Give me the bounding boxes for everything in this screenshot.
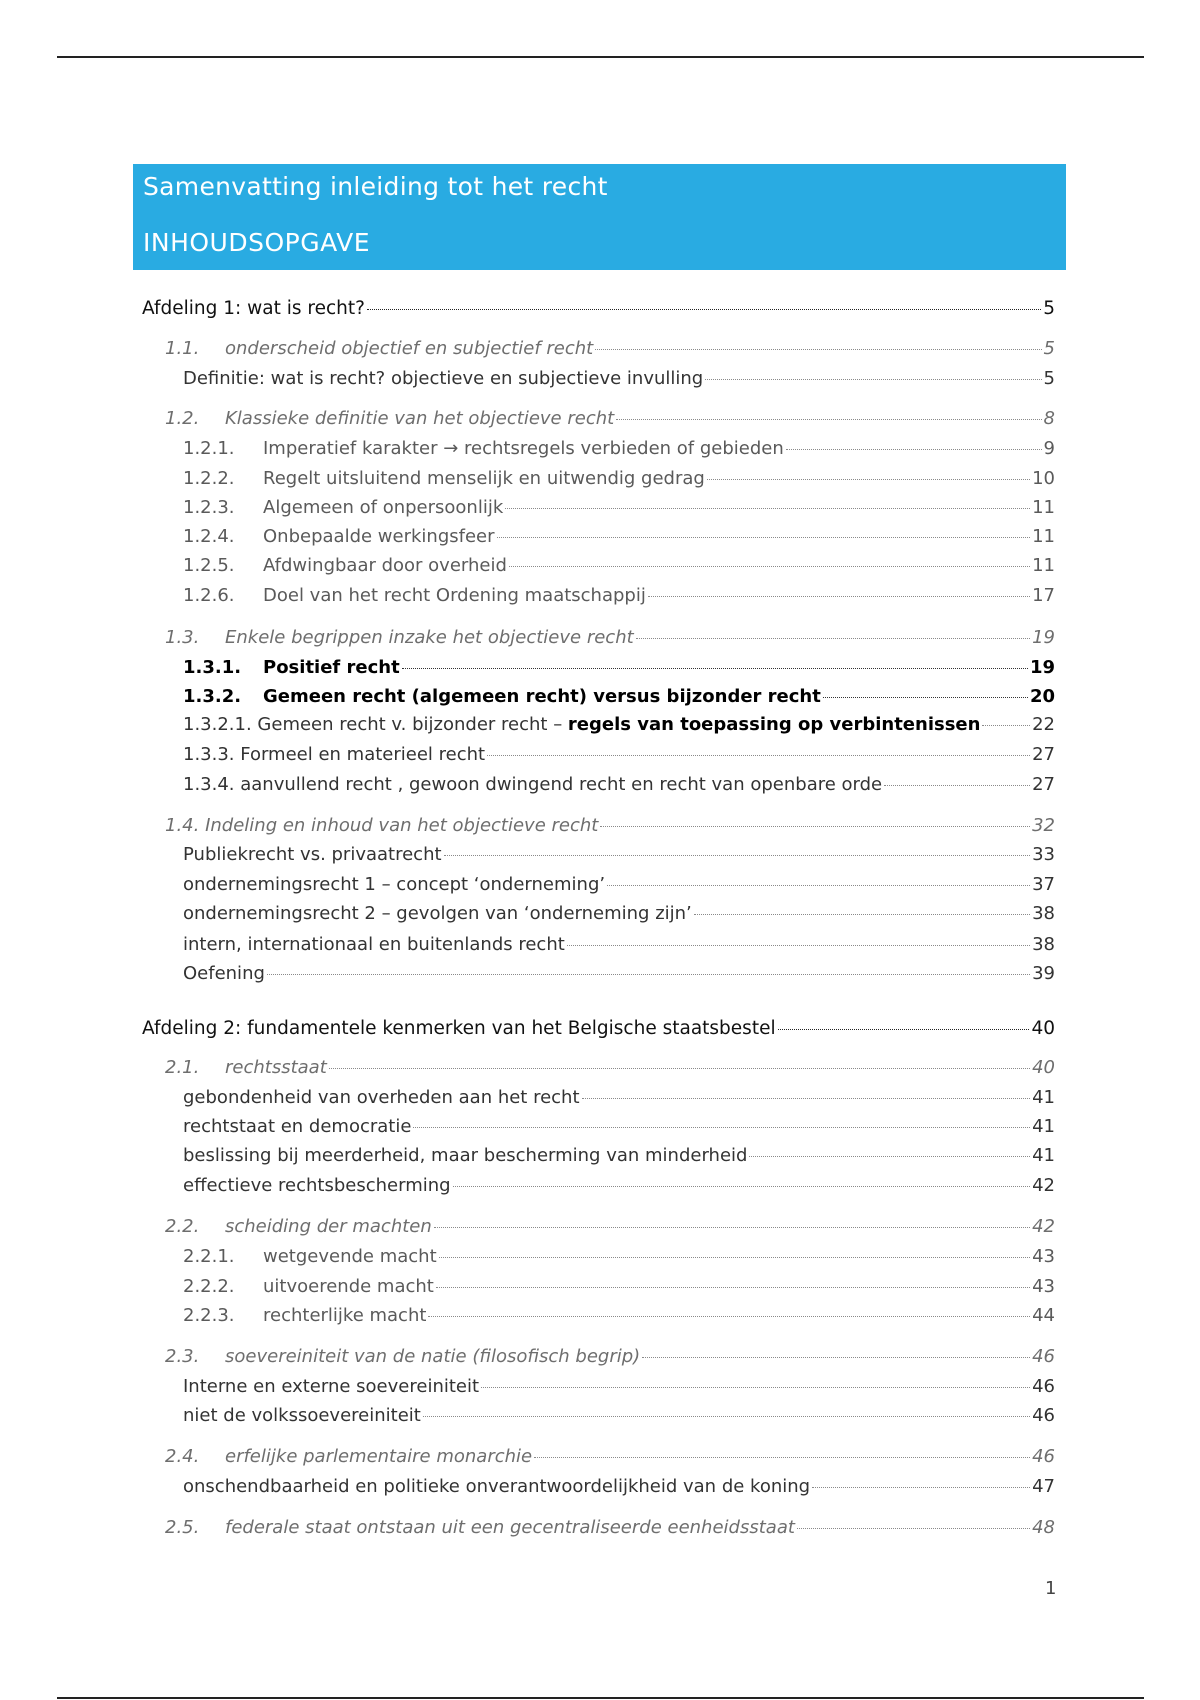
toc-entry-title (183, 524, 495, 550)
toc-entry-page: 40 (1032, 1057, 1055, 1078)
toc-entry-page: 43 (1032, 1246, 1055, 1267)
toc-entry[interactable] (183, 436, 1055, 462)
toc-entry-title (183, 1274, 434, 1300)
toc-entry[interactable] (183, 466, 1055, 492)
toc-entry-number: 1.1. (165, 338, 200, 359)
toc-entry-title (165, 406, 614, 432)
toc-entry-number: 2.1. (165, 1057, 200, 1078)
toc-entry-page: 46 (1032, 1446, 1055, 1467)
toc-entry[interactable] (183, 712, 1055, 738)
toc-entry-label: uitvoerende macht (263, 1276, 434, 1297)
toc-entry-label: Afdeling 1: wat is recht? (142, 298, 365, 319)
dot-leader (616, 419, 1041, 420)
dot-leader (642, 1357, 1030, 1358)
toc-entry-number: 2.2.2. (183, 1276, 235, 1297)
toc-entry-title (183, 872, 605, 898)
dot-leader (648, 596, 1030, 597)
toc-entry-label: rechtsstaat (225, 1057, 327, 1078)
toc-entry-number: 1.2.5. (183, 555, 235, 576)
toc-entry-title (183, 1374, 479, 1400)
toc-entry-label: effectieve rechtsbescherming (183, 1175, 451, 1196)
toc-entry[interactable] (183, 961, 1055, 987)
dot-leader (402, 668, 1028, 669)
toc-entry-number: 1.2.2. (183, 468, 235, 489)
toc-entry-page: 33 (1032, 844, 1055, 865)
toc-heading: INHOUDSOPGAVE (143, 228, 370, 257)
dot-leader (694, 914, 1030, 915)
toc-entry-number: 1.2.6. (183, 585, 235, 606)
toc-entry[interactable] (183, 583, 1055, 609)
toc-entry-label: Interne en externe soevereiniteit (183, 1376, 480, 1397)
toc-entry-title (183, 742, 485, 768)
toc-entry[interactable] (183, 684, 1055, 710)
toc-entry-label: Klassieke definitie van het objectieve recht (225, 408, 615, 429)
toc-entry-label: Afdeling 2: fundamentele kenmerken van het Belgische staatsbestel (142, 1018, 776, 1039)
toc-entry-title (165, 625, 634, 651)
toc-entry-title (165, 1344, 640, 1370)
toc-entry-title (183, 1114, 411, 1140)
toc-entry-page: 44 (1032, 1305, 1055, 1326)
toc-entry-page: 46 (1032, 1405, 1055, 1426)
toc-entry[interactable] (183, 1474, 1055, 1500)
toc-entry-number: 1.3.1. (183, 657, 242, 678)
toc-entry[interactable] (183, 1114, 1055, 1140)
toc-entry-label: 1.3.3. Formeel en materieel recht (183, 744, 486, 765)
toc-entry[interactable] (183, 553, 1055, 579)
dot-leader (453, 1186, 1031, 1187)
toc-entry-label: Afdwingbaar door overheid (263, 555, 507, 576)
toc-entry-title (183, 436, 784, 462)
toc-entry-title (165, 336, 593, 362)
dot-leader (982, 725, 1030, 726)
toc-entry[interactable] (142, 296, 1055, 322)
toc-entry-title (183, 684, 821, 710)
toc-entry-page: 19 (1032, 627, 1055, 648)
dot-leader (505, 508, 1030, 509)
toc-entry-page: 11 (1032, 497, 1055, 518)
toc-entry[interactable] (165, 1214, 1055, 1240)
toc-entry-label: 1.4. Indeling en inhoud van het objectieve recht (165, 815, 599, 836)
dot-leader (329, 1068, 1030, 1069)
toc-entry-title (142, 296, 365, 322)
toc-entry-label: wetgevende macht (263, 1246, 437, 1267)
toc-entry-label: Positief recht (263, 657, 400, 678)
toc-entry[interactable] (183, 366, 1055, 392)
toc-entry-title (142, 1016, 776, 1042)
toc-entry[interactable] (165, 336, 1055, 362)
toc-entry-title (165, 1214, 432, 1240)
dot-leader (636, 638, 1030, 639)
toc-entry-number: 2.2.3. (183, 1305, 235, 1326)
document-title: Samenvatting inleiding tot het recht (143, 172, 608, 201)
dot-leader (582, 1098, 1031, 1099)
dot-leader (497, 537, 1031, 538)
toc-entry-label: gebondenheid van overheden aan het recht (183, 1087, 580, 1108)
toc-entry-label: Onbepaalde werkingsfeer (263, 526, 495, 547)
toc-entry-label: Oefening (183, 963, 265, 984)
toc-entry-title (165, 1055, 327, 1081)
toc-entry-title (183, 655, 400, 681)
toc-entry-page: 41 (1032, 1145, 1055, 1166)
toc-entry[interactable] (183, 1173, 1055, 1199)
toc-entry-title (183, 842, 442, 868)
dot-leader (705, 379, 1041, 380)
toc-entry-number: 1.3. (165, 627, 200, 648)
toc-entry-page: 41 (1032, 1087, 1055, 1108)
toc-entry-label: 1.3.4. aanvullend recht , gewoon dwingend recht en recht van openbare orde (183, 774, 883, 795)
toc-entry[interactable] (165, 1444, 1055, 1470)
toc-entry-title (183, 772, 882, 798)
toc-entry-page: 41 (1032, 1116, 1055, 1137)
toc-entry[interactable] (183, 1143, 1055, 1169)
toc-entry-title (183, 712, 980, 738)
toc-entry-title (183, 1244, 437, 1270)
toc-entry-label: intern, internationaal en buitenlands recht (183, 934, 565, 955)
toc-entry[interactable] (165, 625, 1055, 651)
toc-entry-label: Definitie: wat is recht? objectieve en subjectieve invulling (183, 368, 704, 389)
toc-entry-label: 1.3.2.1. Gemeen recht v. bijzonder recht – (183, 714, 568, 735)
toc-entry-number: 2.5. (165, 1517, 200, 1538)
toc-entry-label: Algemeen of onpersoonlijk (263, 497, 504, 518)
dot-leader (413, 1127, 1030, 1128)
dot-leader (509, 566, 1030, 567)
dot-leader (487, 755, 1030, 756)
toc-entry-label: soevereiniteit van de natie (filosofisch begrip) (225, 1346, 641, 1367)
toc-entry[interactable] (183, 1303, 1055, 1329)
toc-entry-page: 27 (1032, 774, 1055, 795)
dot-leader (423, 1416, 1030, 1417)
dot-leader (267, 974, 1030, 975)
toc-entry-page: 39 (1032, 963, 1055, 984)
toc-entry-page: 38 (1032, 903, 1055, 924)
dot-leader (749, 1156, 1030, 1157)
toc-entry-page: 48 (1032, 1517, 1055, 1538)
toc-entry-title (183, 1303, 426, 1329)
toc-entry-page: 5 (1043, 298, 1055, 319)
toc-entry-label: rechtstaat en democratie (183, 1116, 412, 1137)
dot-leader (812, 1487, 1030, 1488)
toc-entry-label: onschendbaarheid en politieke onverantwoordelijkheid van de koning (183, 1476, 811, 1497)
toc-entry[interactable] (183, 842, 1055, 868)
toc-entry-title (165, 813, 598, 839)
toc-entry-page: 20 (1029, 686, 1055, 707)
toc-entry[interactable] (183, 901, 1055, 927)
toc-entry-title (183, 466, 705, 492)
toc-entry-title (183, 1085, 580, 1111)
toc-entry[interactable] (183, 1244, 1055, 1270)
toc-entry-label: federale staat ontstaan uit een gecentraliseerde eenheidsstaat (225, 1517, 795, 1538)
toc-entry-title (183, 366, 703, 392)
toc-entry-title (165, 1444, 532, 1470)
dot-leader (607, 885, 1030, 886)
toc-entry-title (183, 495, 503, 521)
toc-entry[interactable] (183, 1274, 1055, 1300)
toc-entry-page: 46 (1032, 1376, 1055, 1397)
toc-entry-label: rechterlijke macht (263, 1305, 427, 1326)
dot-leader (434, 1227, 1030, 1228)
toc-entry-label: Regelt uitsluitend menselijk en uitwendig gedrag (263, 468, 705, 489)
toc-entry-page: 11 (1032, 526, 1055, 547)
toc-entry[interactable] (183, 772, 1055, 798)
toc-entry-page: 5 (1043, 368, 1055, 389)
dot-leader (436, 1287, 1030, 1288)
toc-entry[interactable] (183, 1374, 1055, 1400)
toc-entry-title (165, 1515, 795, 1541)
dot-leader (367, 309, 1041, 310)
page-number: 1 (1045, 1578, 1057, 1599)
toc-entry-title (183, 961, 265, 987)
toc-entry-title (183, 932, 565, 958)
toc-entry[interactable] (183, 1403, 1055, 1429)
toc-entry-page: 9 (1043, 438, 1055, 459)
toc-entry[interactable] (165, 1515, 1055, 1541)
dot-leader (595, 349, 1041, 350)
toc-entry-page: 27 (1032, 744, 1055, 765)
toc-entry-page: 19 (1029, 657, 1055, 678)
toc-entry-page: 40 (1031, 1018, 1055, 1039)
toc-entry-page: 37 (1032, 874, 1055, 895)
toc-entry-number: 2.3. (165, 1346, 200, 1367)
toc-entry-number: 1.2. (165, 408, 200, 429)
toc-entry-title (183, 553, 507, 579)
dot-leader (823, 697, 1028, 698)
dot-leader (444, 855, 1031, 856)
dot-leader (707, 479, 1030, 480)
toc-entry-title (183, 1173, 451, 1199)
toc-entry-page: 47 (1032, 1476, 1055, 1497)
toc-entry-number: 1.2.3. (183, 497, 235, 518)
toc-entry-title (183, 1474, 810, 1500)
toc-entry-title (183, 1403, 421, 1429)
toc-entry-title (183, 901, 692, 927)
toc-entry-title (183, 1143, 747, 1169)
toc-entry-page: 42 (1032, 1175, 1055, 1196)
toc-entry[interactable] (183, 932, 1055, 958)
toc-entry-page: 32 (1032, 815, 1055, 836)
toc-entry[interactable] (183, 524, 1055, 550)
toc-entry-page: 42 (1032, 1216, 1055, 1237)
dot-leader (884, 785, 1030, 786)
toc-entry-number: 1.3.2. (183, 686, 242, 707)
toc-entry[interactable] (165, 1344, 1055, 1370)
toc-entry[interactable] (165, 813, 1055, 839)
toc-entry-page: 17 (1032, 585, 1055, 606)
toc-entry-label: Gemeen recht (algemeen recht) versus bijzonder recht (263, 686, 821, 707)
toc-entry-page: 22 (1032, 714, 1055, 735)
toc-entry-label: onderscheid objectief en subjectief recht (225, 338, 594, 359)
footer-rule (57, 1697, 1144, 1699)
toc-entry-label: Publiekrecht vs. privaatrecht (183, 844, 442, 865)
toc-entry-label: beslissing bij meerderheid, maar bescherming van minderheid (183, 1145, 748, 1166)
dot-leader (797, 1528, 1030, 1529)
toc-entry-label: niet de volkssoevereiniteit (183, 1405, 421, 1426)
dot-leader (481, 1387, 1030, 1388)
dot-leader (428, 1316, 1030, 1317)
toc-entry-number: 1.2.4. (183, 526, 235, 547)
toc-entry-label: Doel van het recht Ordening maatschappij (263, 585, 646, 606)
dot-leader (567, 945, 1030, 946)
toc-entry-title (183, 583, 646, 609)
toc-entry[interactable] (183, 655, 1055, 681)
toc-entry-label: ondernemingsrecht 1 – concept ‘onderneming’ (183, 874, 606, 895)
toc-entry[interactable] (183, 742, 1055, 768)
toc-entry-page: 11 (1032, 555, 1055, 576)
dot-leader (786, 449, 1042, 450)
toc-entry-number: 2.2.1. (183, 1246, 235, 1267)
toc-entry[interactable] (183, 1085, 1055, 1111)
toc-entry-emphasis: regels van toepassing op verbintenissen (567, 714, 981, 735)
toc-entry-label: erfelijke parlementaire monarchie (225, 1446, 533, 1467)
dot-leader (600, 826, 1030, 827)
toc-entry-page: 43 (1032, 1276, 1055, 1297)
toc-entry-label: ondernemingsrecht 2 – gevolgen van ‘onderneming zijn’ (183, 903, 692, 924)
toc-entry[interactable] (165, 406, 1055, 432)
toc-entry-page: 8 (1043, 408, 1055, 429)
toc-entry-number: 1.2.1. (183, 438, 235, 459)
toc-entry-page: 38 (1032, 934, 1055, 955)
toc-entry-label: Enkele begrippen inzake het objectieve recht (225, 627, 634, 648)
toc-entry-page: 5 (1043, 338, 1055, 359)
dot-leader (534, 1457, 1030, 1458)
dot-leader (439, 1257, 1030, 1258)
toc-entry-label: Imperatief karakter → rechtsregels verbieden of gebieden (263, 438, 784, 459)
toc-entry[interactable] (183, 872, 1055, 898)
dot-leader (778, 1029, 1030, 1030)
toc-entry[interactable] (142, 1016, 1055, 1042)
toc-entry-page: 10 (1032, 468, 1055, 489)
toc-entry[interactable] (183, 495, 1055, 521)
toc-entry-number: 2.2. (165, 1216, 200, 1237)
toc-entry-label: scheiding der machten (225, 1216, 432, 1237)
toc-entry-page: 46 (1032, 1346, 1055, 1367)
toc-entry[interactable] (165, 1055, 1055, 1081)
toc-entry-number: 2.4. (165, 1446, 200, 1467)
